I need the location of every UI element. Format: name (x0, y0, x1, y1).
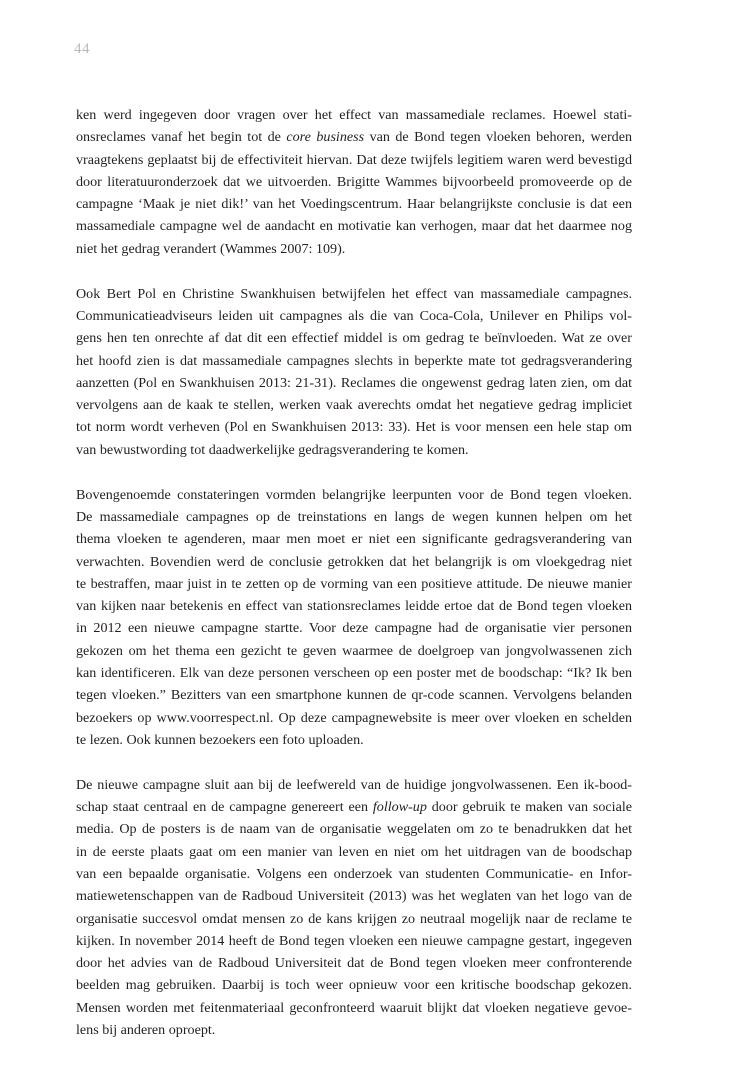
text-segment: onsreclames vanaf het begin tot de (76, 129, 287, 146)
paragraph (76, 774, 632, 1042)
text-line (76, 573, 632, 595)
text-segment: door het advies van de Radboud Universiteit dat de Bond tegen vloeken meer confronterende (76, 955, 632, 972)
text-segment: Ook Bert Pol en Christine Swankhuisen betwijfelen het effect van massamediale campagnes. (76, 285, 632, 302)
text-segment: matiewetenschappen van de Radboud Universiteit (2013) was het weglaten van het logo van de (76, 888, 632, 905)
text-segment: niet het gedrag verandert (Wammes 2007: 109). (76, 240, 346, 257)
text-line (76, 774, 632, 796)
text-line (76, 662, 632, 684)
text-segment: gekozen om het thema een gezicht te geven waarmee de doelgroep van jongvolwassenen zich (76, 642, 632, 659)
text-segment: kijken. In november 2014 heeft de Bond tegen vloeken een nieuwe campagne gestart, ingegeven (76, 932, 632, 949)
paragraph (76, 484, 632, 752)
text-line (76, 104, 632, 126)
emphasized-text: core business (286, 129, 365, 146)
text-segment: Communicatieadviseurs leiden uit campagnes als die van Coca-Cola, Unilever en Philips vol- (76, 307, 632, 324)
text-segment: vraagtekens geplaatst bij de effectiviteit hiervan. Dat deze twijfels legitiem waren werd bevestigd (76, 151, 632, 168)
text-line (76, 126, 632, 148)
text-line (76, 1019, 632, 1041)
text-line (76, 171, 632, 193)
text-segment: van kijken naar betekenis en effect van stationsreclames leidde ertoe dat de Bond tegen vloeken (76, 598, 632, 615)
text-segment: door gebruik te maken van sociale (426, 799, 632, 816)
text-line (76, 930, 632, 952)
text-line (76, 595, 632, 617)
text-line (76, 952, 632, 974)
text-segment: van de Bond tegen vloeken behoren, werden (364, 129, 632, 146)
text-line (76, 684, 632, 706)
text-segment: massamediale campagne wel de aandacht en motivatie kan verhogen, maar dat het daarmee nog (76, 218, 632, 235)
emphasized-text: follow-up (372, 799, 427, 816)
text-segment: organisatie succesvol omdat mensen zo de kans krijgen zo neutraal mogelijk naar de reclame te (76, 910, 632, 927)
text-line (76, 707, 632, 729)
paragraph (76, 104, 632, 260)
text-segment: Mensen worden met feitenmateriaal geconfronteerd waaruit blijkt dat vloeken negatieve gevoe- (76, 999, 632, 1016)
text-line (76, 350, 632, 372)
text-segment: media. Op de posters is de naam van de organisatie weggelaten om zo te benadrukken dat het (76, 821, 632, 838)
text-segment: Bovengenoemde constateringen vormden belangrijke leerpunten voor de Bond tegen vloeken. (76, 486, 632, 503)
text-segment: ken werd ingegeven door vragen over het effect van massamediale reclames. Hoewel stati- (76, 107, 632, 123)
text-segment: het hoofd zien is dat massamediale campagnes slechts in beperkte mate tot gedragsverandering (76, 352, 632, 369)
text-line (76, 506, 632, 528)
text-line (76, 193, 632, 215)
body-text (76, 104, 632, 1041)
text-segment: beelden mag gebruiken. Daarbij is toch weer opnieuw voor een kritische boodschap gekozen. (76, 977, 632, 994)
text-segment: van een bepaalde organisatie. Volgens een onderzoek van studenten Communicatie- en Infor- (76, 865, 632, 882)
text-segment: te bestraffen, maar juist in te zetten op de vorming van een positieve attitude. De nieuwe manier (76, 575, 632, 592)
text-segment: De massamediale campagnes op de treinstations en langs de wegen kunnen helpen om het (76, 508, 632, 525)
text-line (76, 327, 632, 349)
text-segment: bezoekers op www.voorrespect.nl. Op deze campagnewebsite is meer over vloeken en schelden (76, 709, 632, 726)
text-line (76, 818, 632, 840)
text-segment: schap staat centraal en de campagne genereert een (76, 799, 373, 816)
text-line (76, 617, 632, 639)
text-line (76, 416, 632, 438)
text-line (76, 885, 632, 907)
text-line (76, 640, 632, 662)
text-line (76, 863, 632, 885)
text-segment: campagne ‘Maak je niet dik!’ van het Voedingscentrum. Haar belangrijkste conclusie is dat een (76, 196, 632, 213)
text-line (76, 528, 632, 550)
paragraph (76, 283, 632, 461)
text-segment: De nieuwe campagne sluit aan bij de leefwereld van de huidige jongvolwassenen. Een ik-bood- (76, 776, 632, 793)
text-segment: vervolgens aan de kaak te stellen, werken vaak averechts omdat het negatieve gedrag impliciet (76, 397, 632, 414)
text-segment: thema vloeken te agenderen, maar men moet er niet een significante gedragsverandering van (76, 531, 632, 548)
text-line (76, 997, 632, 1019)
text-segment: van bewustwording tot daadwerkelijke gedragsverandering te komen. (76, 441, 469, 458)
text-line (76, 283, 632, 305)
text-line (76, 215, 632, 237)
text-line (76, 841, 632, 863)
text-line (76, 305, 632, 327)
text-line (76, 796, 632, 818)
text-line (76, 551, 632, 573)
text-segment: lens bij anderen oproept. (76, 1022, 216, 1039)
text-line (76, 372, 632, 394)
text-segment: te lezen. Ook kunnen bezoekers een foto uploaden. (76, 731, 364, 748)
text-segment: verwachten. Bovendien werd de conclusie getrokken dat het belangrijk is om vloekgedrag niet (76, 553, 632, 570)
text-line (76, 439, 632, 461)
text-segment: in de eerste plaats gaat om een manier van leven en niet om het uitdragen van de boodschap (76, 843, 632, 860)
page-number: 44 (74, 41, 90, 57)
text-line (76, 394, 632, 416)
text-segment: tot norm wordt verheven (Pol en Swankhuisen 2013: 33). Het is voor mensen een hele stap om (76, 419, 632, 436)
text-segment: gens hen ten onrechte af dat dit een effectief middel is om gedrag te beïnvloeden. Wat ze over (76, 330, 632, 347)
text-line (76, 149, 632, 171)
text-segment: aanzetten (Pol en Swankhuisen 2013: 21-31). Reclames die ongewenst gedrag laten zien, om dat (76, 374, 632, 391)
text-segment: door literatuuronderzoek dat we uitvoerden. Brigitte Wammes bijvoorbeeld promoveerde op de (76, 173, 632, 190)
text-segment: tegen vloeken.” Bezitters van een smartphone kunnen de qr-code scannen. Vervolgens belanden (76, 687, 632, 704)
text-line (76, 484, 632, 506)
text-segment: kan identificeren. Elk van deze personen verscheen op een poster met de boodschap: “Ik? Ik ben (76, 665, 632, 682)
text-line (76, 238, 632, 260)
text-line (76, 729, 632, 751)
text-segment: in 2012 een nieuwe campagne startte. Voor deze campagne had de organisatie vier personen (76, 620, 632, 637)
text-line (76, 974, 632, 996)
text-line (76, 908, 632, 930)
